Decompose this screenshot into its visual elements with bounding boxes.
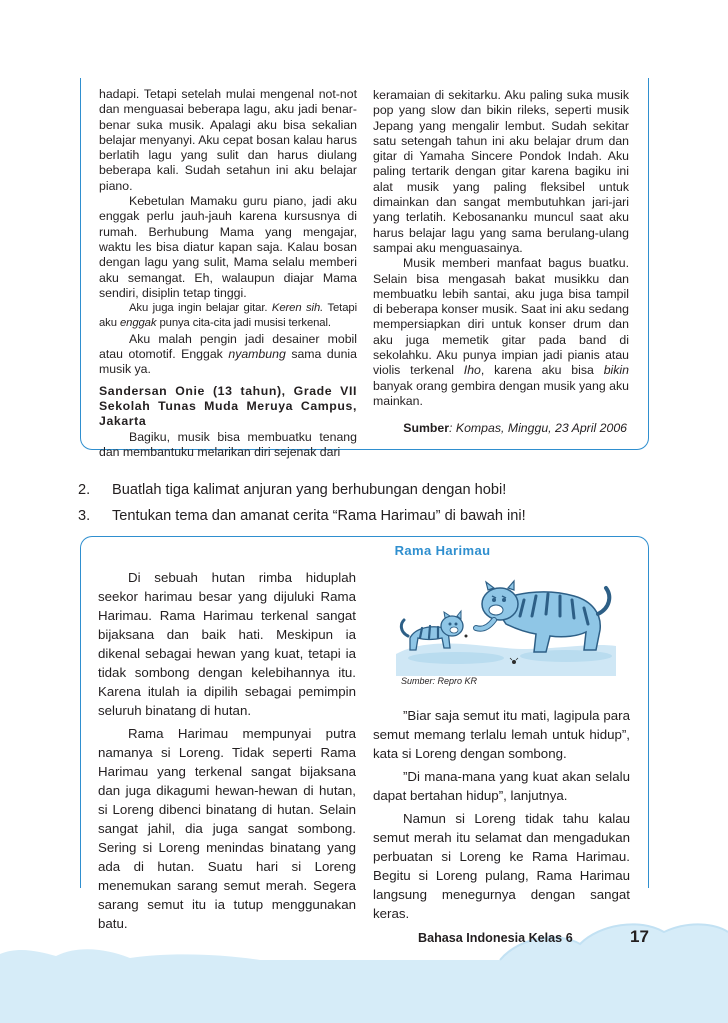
- paragraph: Rama Harimau mempunyai putra namanya si Loreng. Tidak seperti Rama Harimau yang terkenal sangat bijaksana dan juga dikagumi hewan-hewan di hutan, si Loreng dibenci binatang di hutan. Selain sangat jahil, dia juga sangat sombong. Sering si Loreng menindas binatang yang ada di hutan. Suatu hari si Loreng menemukan sarang semut merah. Segera sarang semut itu ia tutup menggunakan batu.: [98, 726, 356, 931]
- paragraph: Bagiku, musik bisa membuatku tenang dan membantuku melarikan diri sejenak dari: [99, 429, 357, 459]
- page-number: 17: [630, 927, 649, 946]
- reading-column-right: [373, 88, 629, 437]
- paragraph: Kebetulan Mamaku guru piano, jadi aku enggak perlu jauh-jauh karena kursusnya di rumah. Berhubung Mama yang mengajar, waktu les bisa diatur kapan saja. Kalau bosan dengan lagu yang sulit, Mama selalu memberi aku semangat. Eh, walaupun diajar Mama sendiri, disiplin tetap tinggi.: [99, 194, 357, 300]
- paragraph: Di sebuah hutan rimba hiduplah seekor harimau besar yang dijuluki Rama Harimau. Rama Harimau terkenal sangat bijaksana dan baik hati. Meskipun ia dikenal sebagai hewan yang kuat, tetapi ia tidak sombong dengan kelebihannya itu. Karena itulah ia dipilih sebagai pemimpin seluruh binatang di hutan.: [98, 570, 356, 718]
- source-citation: Sumber: Kompas, Minggu, 23 April 2006: [403, 421, 627, 436]
- question-2: [78, 481, 506, 499]
- student-signature: Sandersan Onie (13 tahun), Grade VII Sekolah Tunas Muda Meruya Campus, Jakarta: [99, 383, 357, 429]
- story-column-left: [98, 568, 356, 933]
- question-text: Buatlah tiga kalimat anjuran yang berhubungan dengan hobi!: [112, 482, 507, 498]
- paragraph: Aku malah pengin jadi desainer mobil atau otomotif. Enggak nyambung sama dunia musik ya.: [99, 331, 357, 377]
- question-text: Tentukan tema dan amanat cerita “Rama Harimau” di bawah ini!: [112, 508, 526, 524]
- question-3: [78, 507, 526, 525]
- paragraph: hadapi. Tetapi setelah mulai mengenal not-not dan menguasai beberapa lagu, aku jadi benar-benar suka musik. Apalagi aku bisa sekalian belajar menyanyi. Aku cepat bosan kalau harus berlatih lagu yang sulit dan harus diulang beberapa kali. Sudah setahun ini aku belajar piano.: [99, 87, 357, 193]
- tiger-illustration: [396, 566, 616, 676]
- question-number: 2.: [78, 482, 91, 498]
- paragraph: ”Biar saja semut itu mati, lagipula para semut memang terlalu lemah untuk hidup”, kata si Loreng dengan sombong.: [373, 708, 630, 761]
- paragraph: keramaian di sekitarku. Aku paling suka musik pop yang slow dan bikin rileks, seperti musik Jepang yang mengalir lembut. Sudah sekitar satu setengah tahun ini aku belajar drum dan gitar di Yamaha Sincere Pondok Indah. Aku paling tertarik dengan gitar karena bagiku ini alat musik yang paling fleksibel untuk dimainkan dan sangat membutuhkan jari-jari yang terlatih. Kebosananku muncul saat aku harus belajar lagu yang sama berulang-ulang sampai aku menguasainya.: [373, 88, 629, 255]
- reading-column-left: [99, 87, 357, 460]
- paragraph: Namun si Loreng tidak tahu kalau semut merah itu selamat dan mengadukan perbuatan si Loreng ke Rama Harimau. Begitu si Loreng pulang, Rama Harimau langsung menegurnya dengan sangat keras.: [373, 811, 630, 921]
- story-column-right: [373, 706, 630, 923]
- question-number: 3.: [78, 508, 91, 524]
- paragraph: ”Di mana-mana yang kuat akan selalu dapat bertahan hidup”, lanjutnya.: [373, 769, 630, 803]
- paragraph: Musik memberi manfaat bagus buatku. Selain bisa mengasah bakat musikku dan membuatku lebih santai, aku juga bisa tampil di beberapa konser musik. Saat ini aku sedang mempersiapkan diri untuk konser drum dan aku juga memetik gitar pada band di sekolahku. Aku punya impian jadi pianis atau violis terkenal Iho, karena aku bisa bikin banyak orang gembira dengan musik yang aku mainkan.: [373, 256, 629, 408]
- book-title-footer: Bahasa Indonesia Kelas 6: [418, 931, 573, 945]
- image-caption: Sumber: Repro KR: [401, 676, 478, 686]
- footer-cloud-decoration: [0, 896, 728, 1023]
- story-title: Rama Harimau: [394, 543, 491, 558]
- paragraph: Aku juga ingin belajar gitar. Keren sih. Tetapi aku enggak punya cita-cita jadi musisi terkenal.: [99, 302, 357, 330]
